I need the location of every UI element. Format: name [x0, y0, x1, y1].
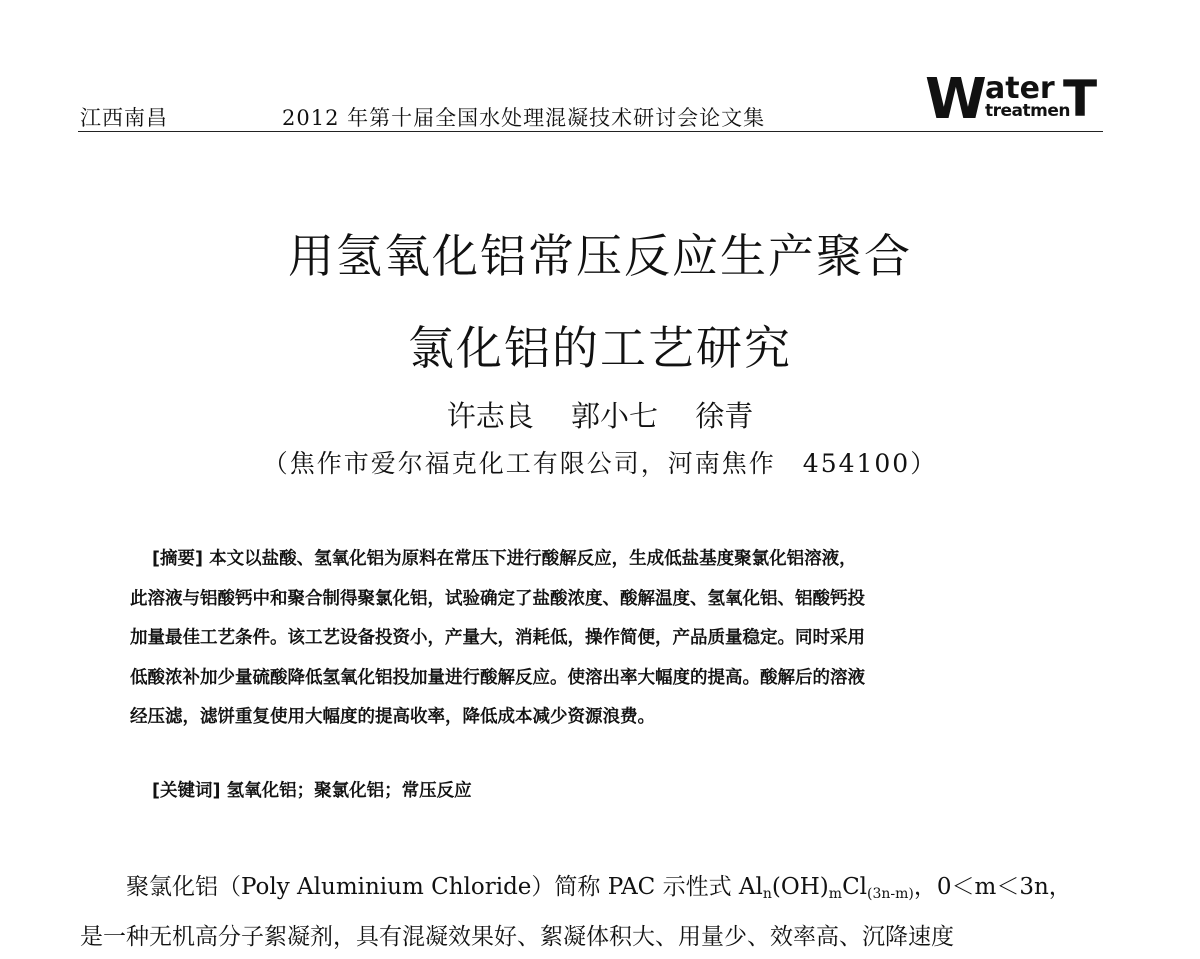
body-line-1: [80, 866, 1120, 916]
body-text-segment: Cl: [842, 874, 868, 900]
abstract: [130, 540, 1060, 738]
subscript-3n-m: (3n-m): [867, 886, 914, 902]
abstract-line: [摘要] 本文以盐酸、氢氧化铝为原料在常压下进行酸解反应，生成低盐基度聚氯化铝溶液，: [152, 549, 857, 569]
subscript-m: m: [828, 886, 843, 902]
logo-letter-t: T: [1063, 70, 1098, 128]
author-name: 郭小七: [570, 399, 658, 433]
header-proceedings-title: 2012 年第十届全国水处理混凝技术研讨会论文集: [282, 106, 766, 130]
abstract-line: 此溶液与铝酸钙中和聚合制得聚氯化铝，试验确定了盐酸浓度、酸解温度、氢氧化铝、铝酸钙投: [130, 588, 865, 609]
abstract-line: 低酸浓补加少量硫酸降低氢氧化铝投加量进行酸解反应。使溶出率大幅度的提高。酸解后的溶液: [130, 667, 865, 688]
body-text-segment: 聚氯化铝（Poly Aluminium Chloride）简称 PAC 示性式 Al: [126, 874, 763, 900]
abstract-line: 加量最佳工艺条件。该工艺设备投资小，产量大，消耗低，操作简便，产品质量稳定。同时采用: [130, 628, 865, 648]
author-name: 许志良: [446, 399, 534, 433]
body-line-2: 是一种无机高分子絮凝剂，具有混凝效果好、絮凝体积大、用量少、效率高、沉降速度: [80, 924, 954, 950]
logo-text-treatment: treatmen: [985, 101, 1070, 121]
abstract-line: 经压滤，滤饼重复使用大幅度的提高收率，降低成本减少资源浪费。: [130, 707, 655, 727]
affiliation: （焦作市爱尔福克化工有限公司，河南焦作 454100）: [262, 449, 938, 478]
logo-letter-w: W: [925, 67, 981, 132]
water-treatment-logo: [925, 68, 1105, 130]
paper-title-line-1: 用氢氧化铝常压反应生产聚合: [288, 229, 912, 283]
logo-text-ater: ater: [985, 71, 1055, 106]
body-text-segment: (OH): [771, 874, 829, 900]
body-text-segment: ，0＜m＜3n，: [913, 874, 1072, 900]
authors: [0, 396, 1200, 436]
keywords: [关键词] 氢氧化铝；聚氯化铝；常压反应: [152, 781, 472, 801]
body-paragraph: [80, 866, 1120, 959]
paper-title-line-2: 氯化铝的工艺研究: [408, 321, 792, 375]
subscript-n: n: [762, 886, 772, 902]
author-name: 徐青: [695, 399, 754, 433]
header-location: 江西南昌: [80, 106, 168, 130]
